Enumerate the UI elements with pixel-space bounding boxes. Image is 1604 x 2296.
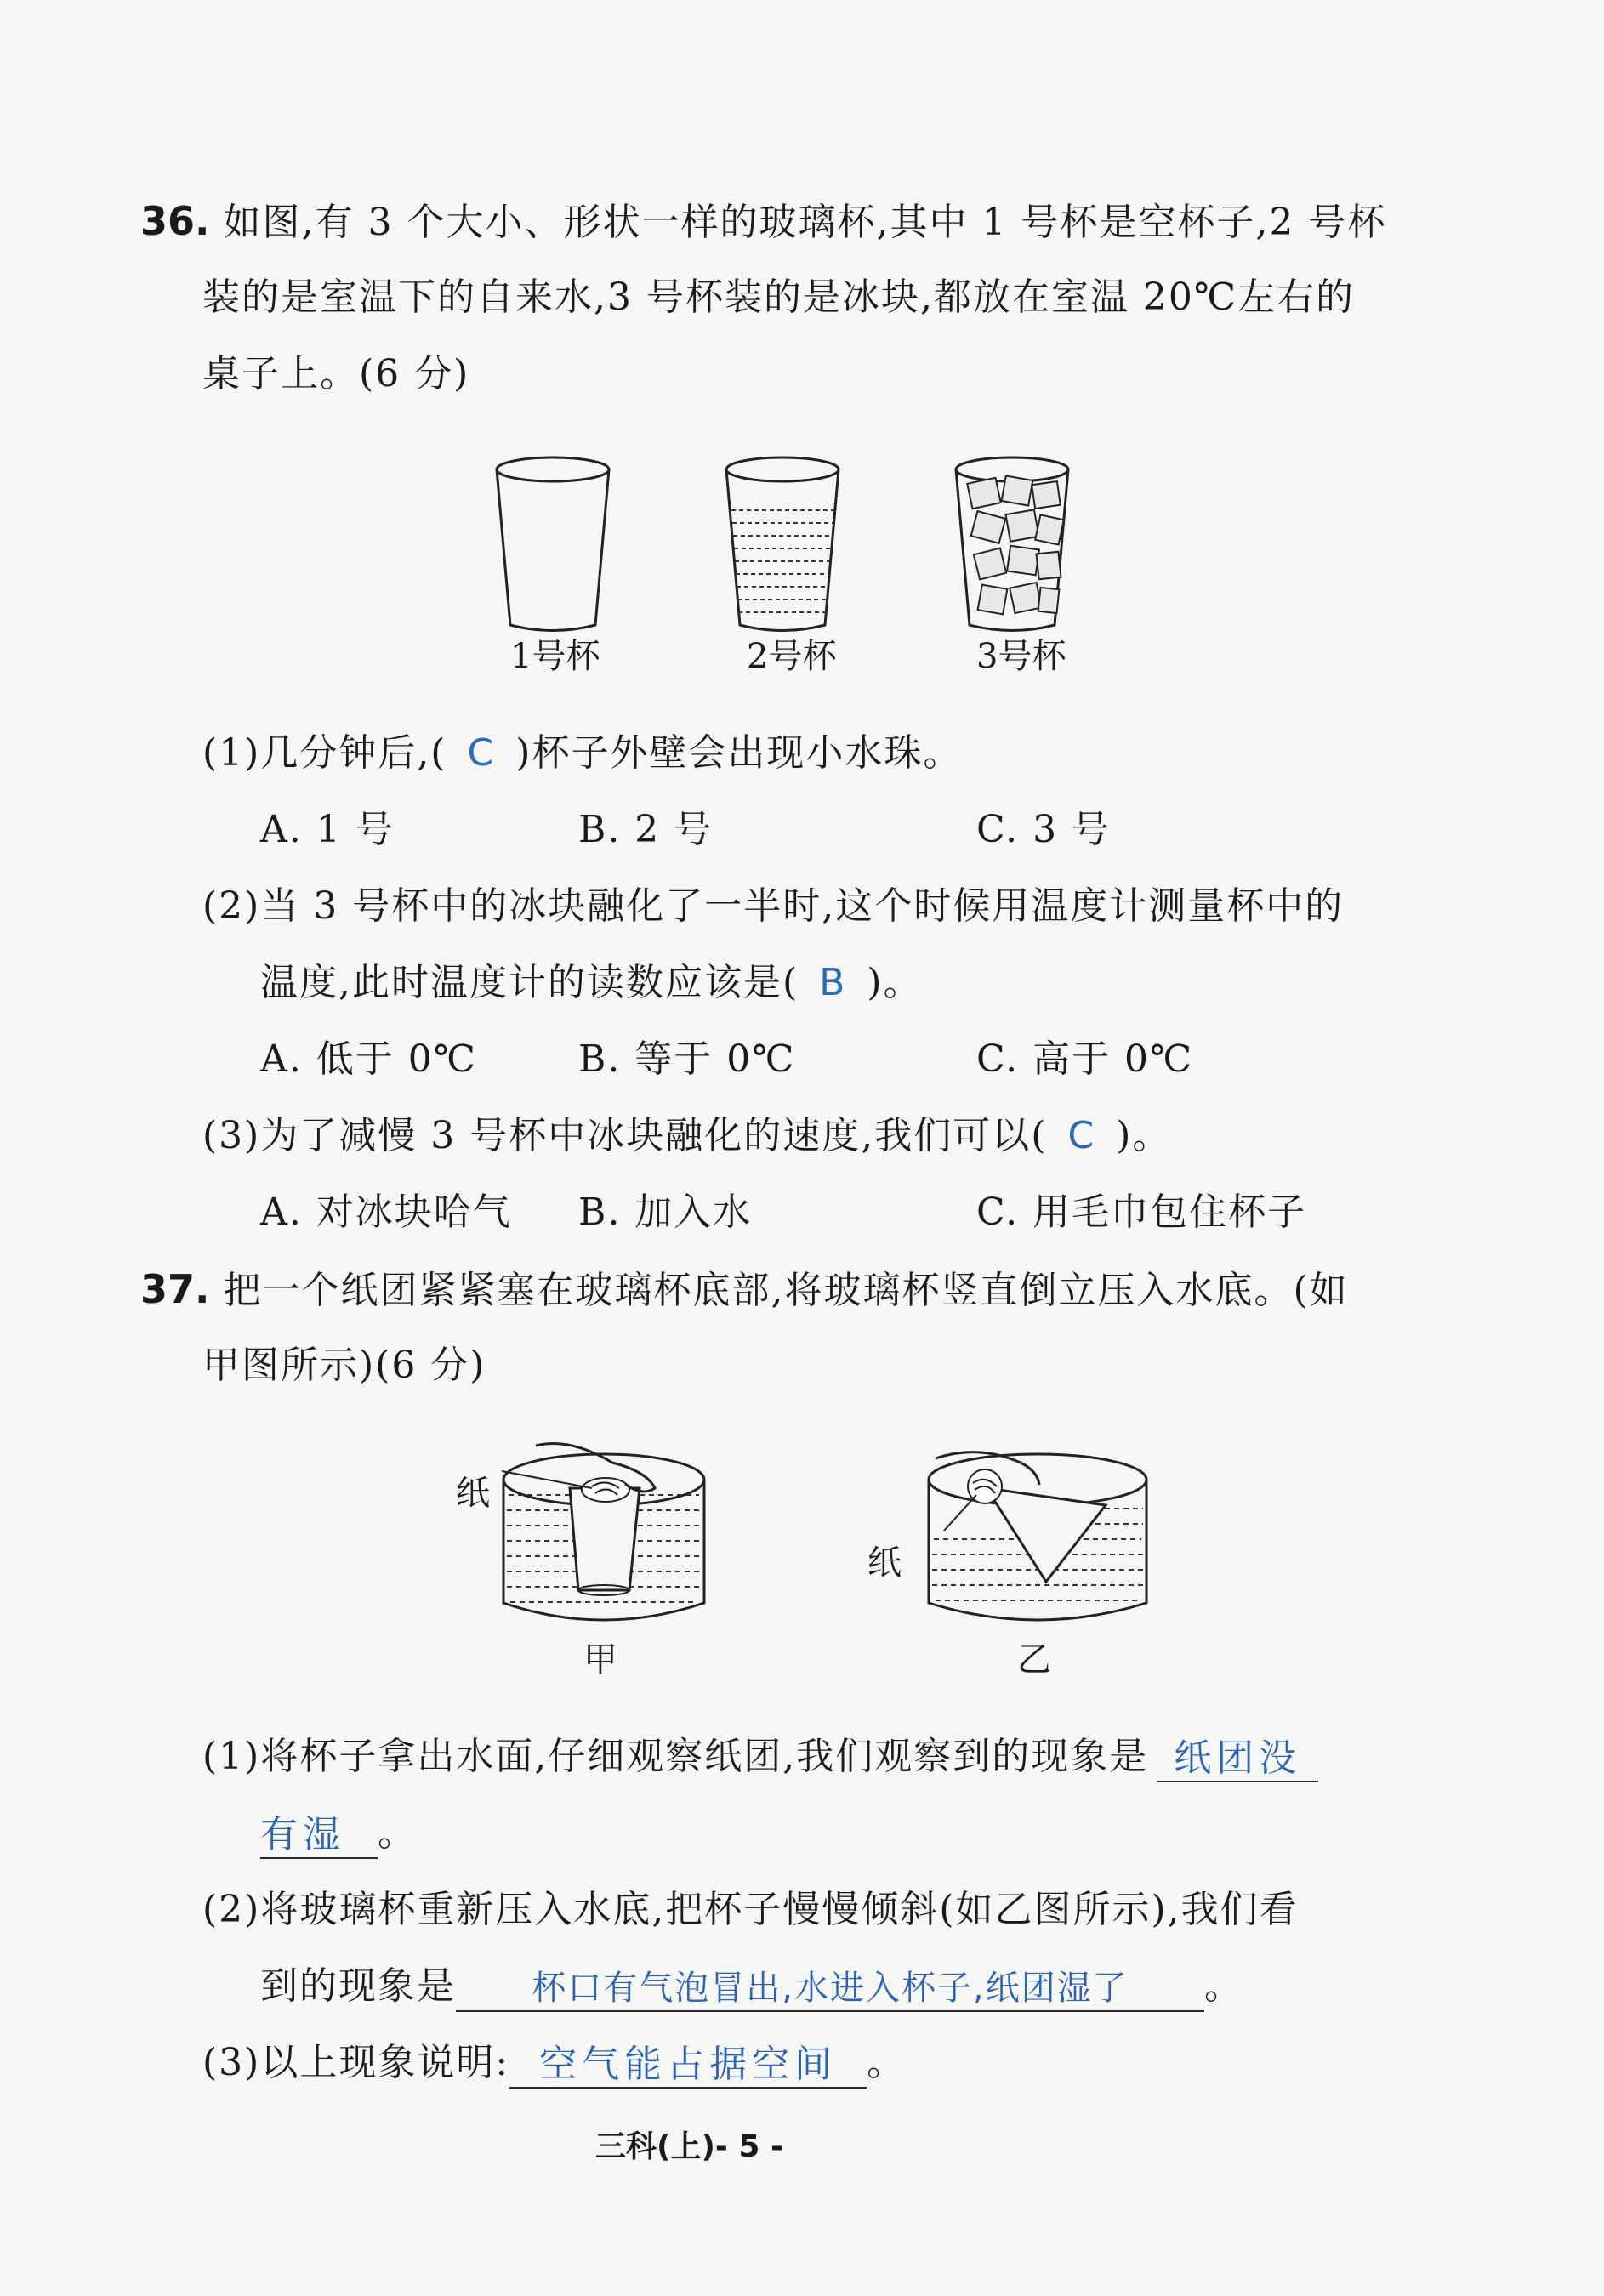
q36-sub1-option-a: A. 1 号 bbox=[260, 808, 395, 851]
cup-3-label: 3号杯 bbox=[976, 637, 1066, 676]
figure-yi-caption: 乙 bbox=[1017, 1640, 1051, 1679]
q37-sub2-line-2 bbox=[260, 1961, 1243, 2012]
page-footer: 三科(上)- 5 - bbox=[595, 2129, 783, 2164]
q36-sub2-prefix: 温度,此时温度计的读数应该是( bbox=[260, 961, 799, 1004]
q36-sub2-answer: B bbox=[819, 961, 847, 1004]
q37-sub1-suffix: 。 bbox=[378, 1811, 417, 1855]
figure-yi-paper-label: 纸 bbox=[867, 1543, 902, 1583]
q37-sub2-line-1: (2)将玻璃杯重新压入水底,把杯子慢慢倾斜(如乙图所示),我们看 bbox=[202, 1888, 1299, 1931]
q36-sub2-line-2 bbox=[260, 958, 923, 1009]
q37-number: 37. bbox=[140, 1266, 210, 1312]
q36-sub3-option-a: A. 对冰块哈气 bbox=[260, 1191, 512, 1234]
q36-sub1 bbox=[202, 728, 962, 779]
q36-sub1-answer: C bbox=[467, 731, 496, 775]
q36-sub1-prefix: (1)几分钟后,( bbox=[202, 731, 447, 775]
q37-text-1: 把一个纸团紧紧塞在玻璃杯底部,将玻璃杯竖直倒立压入水底。(如 bbox=[223, 1269, 1349, 1312]
q36-number: 36. bbox=[140, 198, 210, 244]
q36-line-1 bbox=[140, 196, 1386, 248]
q36-sub3-answer: C bbox=[1067, 1114, 1096, 1157]
q36-line-2: 装的是室温下的自来水,3 号杯装的是冰块,都放在室温 20℃左右的 bbox=[202, 276, 1356, 319]
q37-sub2-answer: 杯口有气泡冒出,水进入杯子,纸团湿了 bbox=[456, 1963, 1204, 2012]
q36-sub3-option-b: B. 加入水 bbox=[578, 1191, 753, 1234]
figure-jia-paper-label: 纸 bbox=[456, 1474, 490, 1513]
q36-sub3 bbox=[202, 1111, 1171, 1162]
q36-sub3-option-c: C. 用毛巾包住杯子 bbox=[976, 1191, 1307, 1234]
q36-sub2-option-b: B. 等于 0℃ bbox=[578, 1037, 796, 1081]
q37-sub3-answer: 空气能占据空间 bbox=[509, 2039, 867, 2089]
q36-sub3-prefix: (3)为了减慢 3 号杯中冰块融化的速度,我们可以( bbox=[202, 1114, 1048, 1157]
figure-yi bbox=[884, 1437, 1157, 1641]
figure-jia-caption: 甲 bbox=[583, 1640, 617, 1679]
q37-sub3 bbox=[202, 2037, 906, 2089]
q37-line-1 bbox=[140, 1264, 1349, 1316]
q37-sub1-line-1 bbox=[202, 1731, 1318, 1782]
q37-sub1-answer-part2: 有湿 bbox=[260, 1810, 378, 1859]
q37-sub1-answer-part1: 纸团没 bbox=[1157, 1733, 1318, 1782]
cup-1-label: 1号杯 bbox=[510, 637, 600, 676]
q37-sub3-prefix: (3)以上现象说明: bbox=[202, 2041, 510, 2084]
cup-2 bbox=[726, 457, 839, 631]
q36-text-1: 如图,有 3 个大小、形状一样的玻璃杯,其中 1 号杯是空杯子,2 号杯 bbox=[223, 201, 1387, 244]
q37-sub1-prefix: (1)将杯子拿出水面,仔细观察纸团,我们观察到的现象是 bbox=[202, 1735, 1149, 1778]
q36-sub2-suffix: )。 bbox=[867, 961, 923, 1004]
q36-sub1-option-b: B. 2 号 bbox=[578, 808, 714, 851]
q37-sub3-suffix: 。 bbox=[867, 2041, 907, 2084]
q36-line-3: 桌子上。(6 分) bbox=[202, 352, 470, 395]
cup-3 bbox=[956, 457, 1068, 631]
q36-sub2-line-1: (2)当 3 号杯中的冰块融化了一半时,这个时候用温度计测量杯中的 bbox=[202, 884, 1345, 928]
q37-sub2-suffix: 。 bbox=[1204, 1964, 1243, 2008]
q37-sub1-line-2 bbox=[260, 1808, 417, 1859]
q36-sub2-option-c: C. 高于 0℃ bbox=[976, 1037, 1194, 1081]
cup-2-label: 2号杯 bbox=[747, 637, 837, 676]
q37-sub2-prefix: 到的现象是 bbox=[260, 1964, 456, 2008]
q36-sub1-suffix: )杯子外壁会出现小水珠。 bbox=[515, 731, 963, 775]
q36-sub1-option-c: C. 3 号 bbox=[976, 808, 1112, 851]
q36-sub2-option-a: A. 低于 0℃ bbox=[260, 1037, 477, 1081]
cup-1 bbox=[497, 457, 609, 631]
q36-sub3-suffix: )。 bbox=[1116, 1114, 1172, 1157]
q37-line-2: 甲图所示)(6 分) bbox=[202, 1344, 486, 1387]
